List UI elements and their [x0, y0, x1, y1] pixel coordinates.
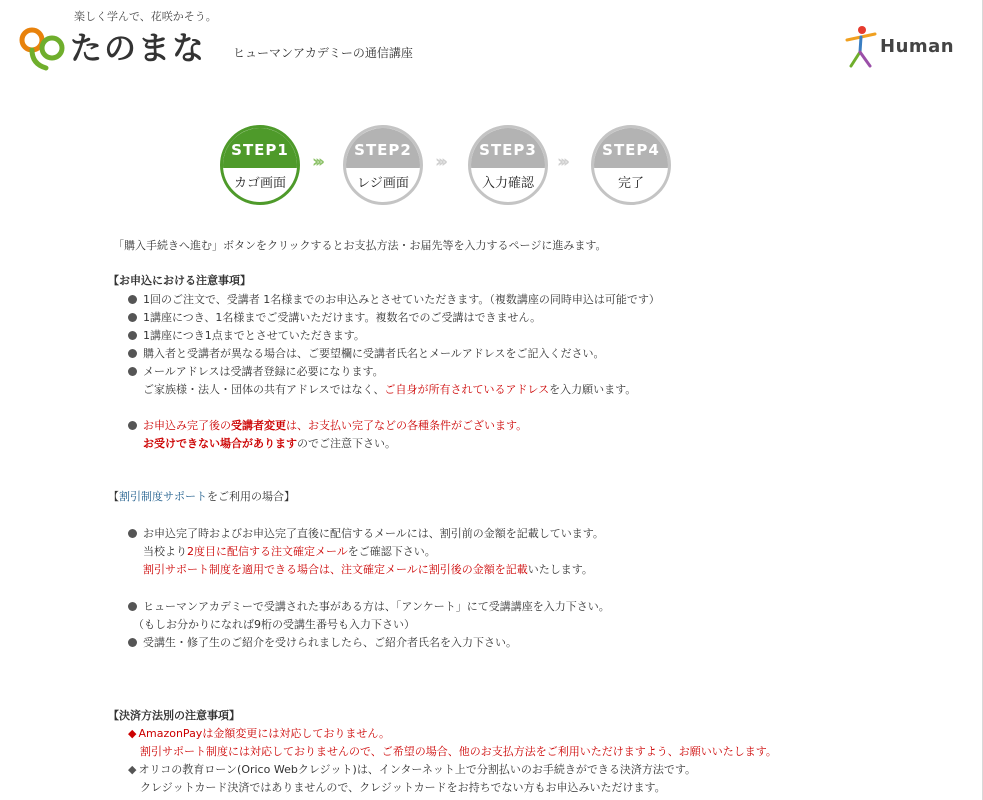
logo-subtitle: ヒューマンアカデミーの通信講座: [233, 46, 413, 60]
step-label: カゴ画面: [233, 176, 286, 191]
chevron-right-icon: ›››: [435, 152, 445, 172]
step-number: STEP2: [346, 128, 420, 168]
bullet-icon: [128, 313, 137, 322]
bullet-icon: [128, 349, 137, 358]
bullet-icon: [128, 331, 137, 340]
amazonpay-note: ◆ AmazonPayは金額変更には対応しておりません。: [128, 727, 390, 740]
orico-note: ◆ オリコの教育ローン(Orico Webクレジット)は、インターネット上で分割払いのお手続きができる決済方法です。: [128, 763, 696, 776]
bullet-icon: [128, 295, 137, 304]
notes-heading: 【お申込における注意事項】: [108, 274, 251, 287]
diamond-icon: ◆: [128, 727, 137, 740]
discount-support-link[interactable]: 割引制度サポート: [119, 490, 207, 503]
list-item: 受講生・修了生のご紹介を受けられましたら、ご紹介者氏名を入力下さい。: [128, 635, 517, 650]
list-item: お申込完了時およびお申込完了直後に配信するメールには、割引前の金額を記載しています。: [128, 526, 604, 541]
bullet-icon: [128, 638, 137, 647]
list-item: 購入者と受講者が異なる場合は、ご要望欄に受講者氏名とメールアドレスをご記入ください。: [128, 346, 604, 361]
discount-heading: 【割引制度サポートをご利用の場合】: [108, 490, 295, 503]
diamond-icon: ◆: [128, 763, 137, 776]
bullet-icon: [128, 421, 137, 430]
logo-text: たのまな: [70, 29, 207, 67]
list-item: 1講座につき、1名様までご受講いただけます。複数名でのご受講はできません。: [128, 310, 541, 325]
step-number: STEP3: [471, 128, 545, 168]
payment-heading: 【決済方法別の注意事項】: [108, 709, 240, 722]
list-item: ヒューマンアカデミーで受講された事がある方は、「アンケート」にて受講講座を入力下さい。: [128, 599, 610, 614]
change-warning-2: お受けできない場合がありますのでご注意下さい。: [143, 437, 396, 450]
chevron-right-icon: ›››: [557, 152, 567, 172]
chevron-right-icon: ›››: [312, 152, 322, 172]
bullet-icon: [128, 529, 137, 538]
list-item: 1回のご注文で、受講者 1名様までのお申込みとさせていただきます。（複数講座の同時申込は可能です）: [128, 292, 660, 307]
step-label: 完了: [617, 176, 644, 191]
discount-note: 当校より2度目に配信する注文確定メールをご確認下さい。: [143, 545, 436, 558]
list-item: 1講座につき1点までとさせていただきます。: [128, 328, 365, 343]
human-brand-text: Human: [880, 36, 955, 57]
orico-note-2: クレジットカード決済ではありませんので、クレジットカードをお持ちでない方もお申込みいただけます。: [140, 781, 666, 794]
step-number: STEP4: [594, 128, 668, 168]
step-label: レジ画面: [357, 176, 409, 191]
step-label: 入力確認: [481, 176, 534, 191]
logo-tagline: 楽しく学んで、花咲かそう。: [74, 10, 217, 23]
email-note: ご家族様・法人・団体の共有アドレスではなく、ご自身が所有されているアドレスを入力願います。: [143, 383, 637, 396]
step-number: STEP1: [223, 128, 297, 168]
bullet-icon: [128, 367, 137, 376]
discount-note-2: 割引サポート制度を適用できる場合は、注文確定メールに割引後の金額を記載いたします。: [143, 563, 593, 576]
amazonpay-note-2: 割引サポート制度には対応しておりませんので、ご希望の場合、他のお支払方法をご利用いただけますよう、お願いいたします。: [140, 745, 777, 758]
list-item: メールアドレスは受講者登録に必要になります。: [128, 364, 384, 379]
change-warning: お申込み完了後の受講者変更は、お支払い完了などの各種条件がございます。: [128, 418, 527, 433]
student-number-note: （もしお分かりになれば9桁の受講生番号も入力下さい）: [133, 618, 415, 631]
intro-text: 「購入手続きへ進む」ボタンをクリックするとお支払方法・お届先等を入力するページに進みます。: [113, 239, 607, 252]
bullet-icon: [128, 602, 137, 611]
